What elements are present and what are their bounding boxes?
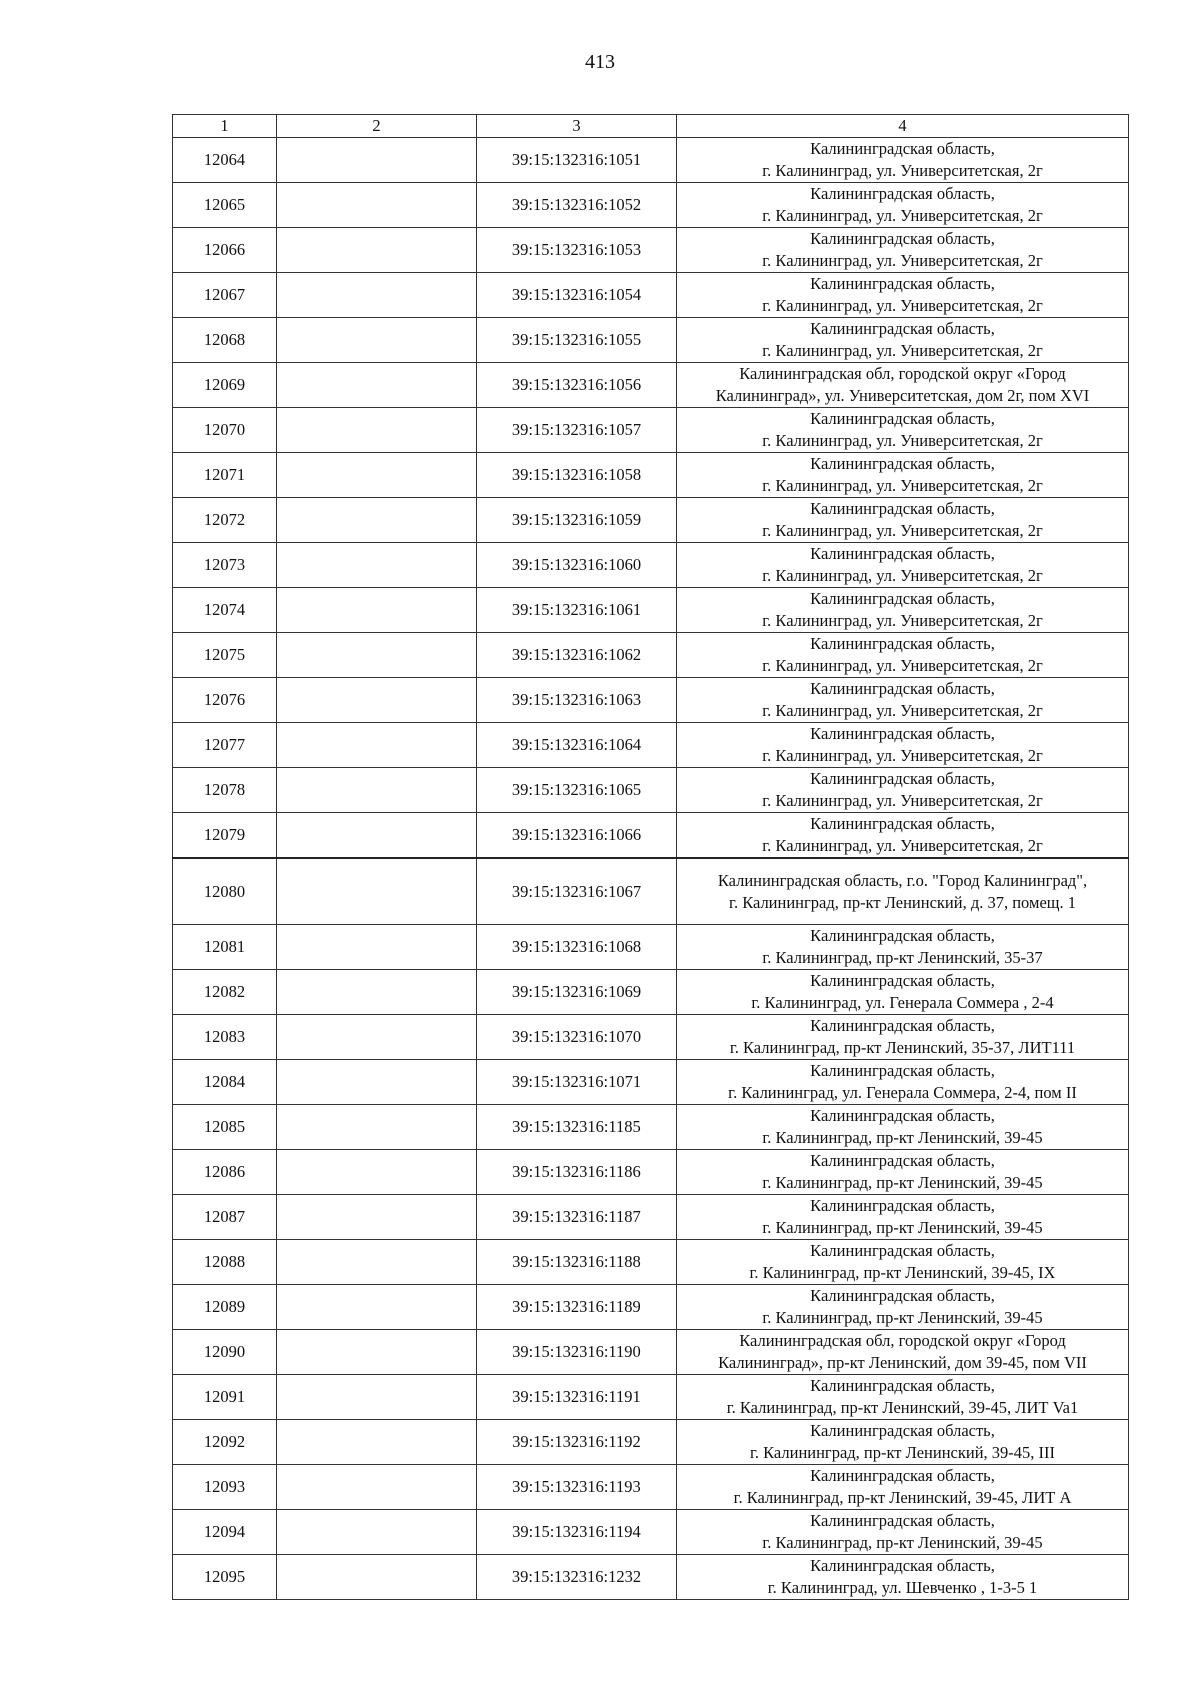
address-line: Калининградская область, (810, 1421, 995, 1440)
address-line: Калининградская область, (810, 1016, 995, 1035)
row-number-cell: 12068 (173, 318, 277, 363)
table-row (173, 1015, 1129, 1060)
address-line: г. Калининград, ул. Университетская, 2г (762, 251, 1043, 270)
address-line: г. Калининград, пр-кт Ленинский, 39-45 (762, 1218, 1043, 1237)
column-header-1: 1 (173, 115, 277, 138)
column-2-cell (277, 363, 477, 408)
column-2-cell (277, 408, 477, 453)
column-2-cell (277, 453, 477, 498)
cadastral-number-cell: 39:15:132316:1186 (477, 1150, 677, 1195)
column-2-cell (277, 1510, 477, 1555)
address-line: г. Калининград, ул. Университетская, 2г (762, 296, 1043, 315)
table-body (173, 138, 1129, 1600)
column-2-cell (277, 1465, 477, 1510)
cadastral-number-cell: 39:15:132316:1056 (477, 363, 677, 408)
address-line: Калининградская область, (810, 724, 995, 743)
address-line: Калининградская область, г.о. "Город Калининград", (717, 870, 1088, 890)
address-cell (677, 970, 1129, 1015)
table-row (173, 1060, 1129, 1105)
address-cell (677, 768, 1129, 813)
row-number-cell: 12082 (173, 970, 277, 1015)
row-number-cell: 12075 (173, 633, 277, 678)
row-number-cell: 12071 (173, 453, 277, 498)
address-line: Калининградская область, (810, 184, 995, 203)
address-line: Калининградская область, (810, 319, 995, 338)
table-row (173, 925, 1129, 970)
row-number-cell: 12073 (173, 543, 277, 588)
row-number-cell: 12088 (173, 1240, 277, 1285)
table-row (173, 858, 1129, 925)
column-2-cell (277, 138, 477, 183)
row-number-cell: 12083 (173, 1015, 277, 1060)
table-row (173, 453, 1129, 498)
row-number-cell: 12064 (173, 138, 277, 183)
address-line: Калининградская область, (810, 926, 995, 945)
cadastral-number-cell: 39:15:132316:1066 (477, 813, 677, 859)
address-line: г. Калининград, пр-кт Ленинский, 39-45 (762, 1308, 1043, 1327)
address-line: Калининградская область, (810, 1511, 995, 1530)
address-line: г. Калининград, ул. Университетская, 2г (762, 521, 1043, 540)
cadastral-number-cell: 39:15:132316:1188 (477, 1240, 677, 1285)
address-line: Калининградская область, (810, 589, 995, 608)
row-number-cell: 12067 (173, 273, 277, 318)
address-line: г. Калининград, ул. Университетская, 2г (762, 656, 1043, 675)
address-cell (677, 723, 1129, 768)
column-2-cell (277, 1150, 477, 1195)
address-line: Калининградская обл, городской округ «Город (739, 364, 1066, 383)
address-line: г. Калининград, пр-кт Ленинский, 39-45, ЛИТ А (733, 1488, 1072, 1507)
column-2-cell (277, 678, 477, 723)
table-row (173, 813, 1129, 859)
column-header-4: 4 (677, 115, 1129, 138)
row-number-cell: 12069 (173, 363, 277, 408)
address-cell (677, 1420, 1129, 1465)
row-number-cell: 12093 (173, 1465, 277, 1510)
table-row (173, 1195, 1129, 1240)
address-line: Калининградская область, (810, 1556, 995, 1575)
address-line: Калининградская область, (810, 454, 995, 473)
address-cell (677, 453, 1129, 498)
cadastral-number-cell: 39:15:132316:1065 (477, 768, 677, 813)
address-line: Калининградская область, (810, 634, 995, 653)
row-number-cell: 12080 (173, 858, 277, 925)
address-line: г. Калининград, ул. Генерала Соммера , 2-4 (751, 993, 1054, 1012)
cadastral-number-cell: 39:15:132316:1232 (477, 1555, 677, 1600)
row-number-cell: 12074 (173, 588, 277, 633)
column-2-cell (277, 723, 477, 768)
cadastral-number-cell: 39:15:132316:1059 (477, 498, 677, 543)
address-cell (677, 588, 1129, 633)
address-cell (677, 1240, 1129, 1285)
row-number-cell: 12081 (173, 925, 277, 970)
table-row (173, 363, 1129, 408)
cadastral-number-cell: 39:15:132316:1054 (477, 273, 677, 318)
address-line: г. Калининград, ул. Генерала Соммера, 2-4, пом II (728, 1083, 1077, 1102)
address-line: г. Калининград, пр-кт Ленинский, д. 37, помещ. 1 (729, 892, 1076, 912)
cadastral-number-cell: 39:15:132316:1055 (477, 318, 677, 363)
address-cell (677, 1510, 1129, 1555)
cadastral-number-cell: 39:15:132316:1063 (477, 678, 677, 723)
address-cell (677, 408, 1129, 453)
cadastral-number-cell: 39:15:132316:1067 (477, 858, 677, 925)
column-2-cell (277, 1060, 477, 1105)
column-2-cell (277, 183, 477, 228)
address-line: г. Калининград, ул. Университетская, 2г (762, 431, 1043, 450)
cadastral-number-cell: 39:15:132316:1071 (477, 1060, 677, 1105)
row-number-cell: 12065 (173, 183, 277, 228)
column-2-cell (277, 1285, 477, 1330)
table-row (173, 1510, 1129, 1555)
address-line: г. Калининград, ул. Университетская, 2г (762, 341, 1043, 360)
table-row (173, 1150, 1129, 1195)
column-2-cell (277, 1330, 477, 1375)
address-cell (677, 1375, 1129, 1420)
column-2-cell (277, 543, 477, 588)
address-line: г. Калининград, пр-кт Ленинский, 39-45, IX (749, 1263, 1056, 1282)
row-number-cell: 12070 (173, 408, 277, 453)
row-number-cell: 12066 (173, 228, 277, 273)
address-line: г. Калининград, пр-кт Ленинский, 39-45, ЛИТ Va1 (726, 1398, 1079, 1417)
address-cell (677, 1105, 1129, 1150)
address-line: Калининградская область, (810, 1196, 995, 1215)
address-line: Калининградская область, (810, 499, 995, 518)
table-row (173, 183, 1129, 228)
address-line: г. Калининград, ул. Университетская, 2г (762, 836, 1043, 855)
column-header-3: 3 (477, 115, 677, 138)
table-row (173, 1240, 1129, 1285)
address-line: г. Калининград, пр-кт Ленинский, 35-37 (762, 948, 1043, 967)
address-line: г. Калининград, ул. Университетская, 2г (762, 476, 1043, 495)
cadastral-number-cell: 39:15:132316:1052 (477, 183, 677, 228)
row-number-cell: 12089 (173, 1285, 277, 1330)
address-cell (677, 228, 1129, 273)
address-cell (677, 273, 1129, 318)
row-number-cell: 12078 (173, 768, 277, 813)
table-row (173, 543, 1129, 588)
address-line: Калининградская область, (810, 274, 995, 293)
address-line: Калининградская область, (810, 1106, 995, 1125)
address-line: г. Калининград, ул. Университетская, 2г (762, 791, 1043, 810)
table-header-row (173, 115, 1129, 138)
cadastral-number-cell: 39:15:132316:1192 (477, 1420, 677, 1465)
address-cell (677, 1285, 1129, 1330)
cadastral-number-cell: 39:15:132316:1061 (477, 588, 677, 633)
table-row (173, 970, 1129, 1015)
row-number-cell: 12094 (173, 1510, 277, 1555)
row-number-cell: 12084 (173, 1060, 277, 1105)
address-cell (677, 1150, 1129, 1195)
row-number-cell: 12091 (173, 1375, 277, 1420)
table-row (173, 318, 1129, 363)
table-row (173, 1330, 1129, 1375)
address-line: Калининградская область, (810, 679, 995, 698)
column-2-cell (277, 633, 477, 678)
column-2-cell (277, 858, 477, 925)
column-2-cell (277, 925, 477, 970)
address-cell (677, 1555, 1129, 1600)
address-line: Калининградская область, (810, 1151, 995, 1170)
column-2-cell (277, 1420, 477, 1465)
address-cell (677, 678, 1129, 723)
address-line: Калининградская область, (810, 544, 995, 563)
row-number-cell: 12076 (173, 678, 277, 723)
table-row (173, 498, 1129, 543)
row-number-cell: 12077 (173, 723, 277, 768)
address-line: Калининград», пр-кт Ленинский, дом 39-45, пом VII (718, 1353, 1087, 1372)
cadastral-number-cell: 39:15:132316:1058 (477, 453, 677, 498)
address-line: Калининградская область, (810, 971, 995, 990)
cadastral-number-cell: 39:15:132316:1185 (477, 1105, 677, 1150)
row-number-cell: 12086 (173, 1150, 277, 1195)
address-line: Калининградская область, (810, 769, 995, 788)
row-number-cell: 12072 (173, 498, 277, 543)
page-number: 413 (585, 51, 615, 73)
cadastral-number-cell: 39:15:132316:1189 (477, 1285, 677, 1330)
address-line: Калининградская область, (810, 1286, 995, 1305)
table-row (173, 138, 1129, 183)
cadastral-number-cell: 39:15:132316:1187 (477, 1195, 677, 1240)
address-cell (677, 1060, 1129, 1105)
cadastral-number-cell: 39:15:132316:1057 (477, 408, 677, 453)
address-line: г. Калининград, ул. Университетская, 2г (762, 206, 1043, 225)
table-row (173, 1555, 1129, 1600)
table-row (173, 1375, 1129, 1420)
column-2-cell (277, 273, 477, 318)
column-2-cell (277, 1555, 477, 1600)
row-number-cell: 12085 (173, 1105, 277, 1150)
cadastral-number-cell: 39:15:132316:1194 (477, 1510, 677, 1555)
address-cell (677, 1015, 1129, 1060)
table-row (173, 768, 1129, 813)
column-2-cell (277, 588, 477, 633)
cadastral-number-cell: 39:15:132316:1068 (477, 925, 677, 970)
table-row (173, 723, 1129, 768)
cadastral-number-cell: 39:15:132316:1190 (477, 1330, 677, 1375)
column-2-cell (277, 1195, 477, 1240)
registry-table (172, 114, 1129, 1600)
address-cell (677, 858, 1129, 925)
address-line: Калининградская область, (810, 1061, 995, 1080)
address-cell (677, 363, 1129, 408)
address-line: г. Калининград, пр-кт Ленинский, 35-37, ЛИТ111 (729, 1038, 1076, 1057)
column-2-cell (277, 813, 477, 859)
table-row (173, 633, 1129, 678)
cadastral-number-cell: 39:15:132316:1069 (477, 970, 677, 1015)
cadastral-number-cell: 39:15:132316:1064 (477, 723, 677, 768)
address-line: Калининград», ул. Университетская, дом 2г, пом XVI (715, 386, 1090, 405)
address-line: Калининградская область, (810, 409, 995, 428)
address-line: Калининградская область, (810, 229, 995, 248)
address-line: Калининградская область, (810, 1241, 995, 1260)
cadastral-number-cell: 39:15:132316:1062 (477, 633, 677, 678)
table-row (173, 273, 1129, 318)
column-2-cell (277, 1240, 477, 1285)
column-2-cell (277, 318, 477, 363)
address-cell (677, 318, 1129, 363)
cadastral-number-cell: 39:15:132316:1051 (477, 138, 677, 183)
address-line: г. Калининград, ул. Университетская, 2г (762, 701, 1043, 720)
address-line: Калининградская область, (810, 814, 995, 833)
table-row (173, 1285, 1129, 1330)
table-row (173, 588, 1129, 633)
address-cell (677, 925, 1129, 970)
table-row (173, 408, 1129, 453)
address-line: г. Калининград, ул. Университетская, 2г (762, 746, 1043, 765)
row-number-cell: 12090 (173, 1330, 277, 1375)
address-cell (677, 183, 1129, 228)
table-row (173, 1465, 1129, 1510)
address-line: г. Калининград, пр-кт Ленинский, 39-45 (762, 1533, 1043, 1552)
cadastral-number-cell: 39:15:132316:1070 (477, 1015, 677, 1060)
column-2-cell (277, 970, 477, 1015)
cadastral-number-cell: 39:15:132316:1193 (477, 1465, 677, 1510)
column-2-cell (277, 498, 477, 543)
column-2-cell (277, 228, 477, 273)
column-2-cell (277, 1375, 477, 1420)
address-line: Калининградская обл, городской округ «Город (739, 1331, 1066, 1350)
address-cell (677, 1195, 1129, 1240)
address-cell (677, 813, 1129, 859)
row-number-cell: 12079 (173, 813, 277, 859)
address-cell (677, 543, 1129, 588)
address-line: г. Калининград, пр-кт Ленинский, 39-45 (762, 1173, 1043, 1192)
address-line: г. Калининград, ул. Университетская, 2г (762, 566, 1043, 585)
address-cell (677, 1330, 1129, 1375)
table-row (173, 1105, 1129, 1150)
address-line: г. Калининград, ул. Университетская, 2г (762, 161, 1043, 180)
address-line: Калининградская область, (810, 1466, 995, 1485)
row-number-cell: 12092 (173, 1420, 277, 1465)
address-line: г. Калининград, пр-кт Ленинский, 39-45, III (749, 1443, 1056, 1462)
address-cell (677, 633, 1129, 678)
column-2-cell (277, 768, 477, 813)
table-row (173, 678, 1129, 723)
column-header-2: 2 (277, 115, 477, 138)
table-row (173, 228, 1129, 273)
address-cell (677, 138, 1129, 183)
address-line: г. Калининград, ул. Университетская, 2г (762, 611, 1043, 630)
cadastral-number-cell: 39:15:132316:1060 (477, 543, 677, 588)
column-2-cell (277, 1105, 477, 1150)
table-row (173, 1420, 1129, 1465)
cadastral-number-cell: 39:15:132316:1191 (477, 1375, 677, 1420)
address-line: Калининградская область, (810, 1376, 995, 1395)
address-line: Калининградская область, (810, 139, 995, 158)
column-2-cell (277, 1015, 477, 1060)
address-line: г. Калининград, ул. Шевченко , 1-3-5 1 (767, 1578, 1038, 1597)
address-line: г. Калининград, пр-кт Ленинский, 39-45 (762, 1128, 1043, 1147)
address-cell (677, 1465, 1129, 1510)
row-number-cell: 12087 (173, 1195, 277, 1240)
address-cell (677, 498, 1129, 543)
row-number-cell: 12095 (173, 1555, 277, 1600)
cadastral-number-cell: 39:15:132316:1053 (477, 228, 677, 273)
